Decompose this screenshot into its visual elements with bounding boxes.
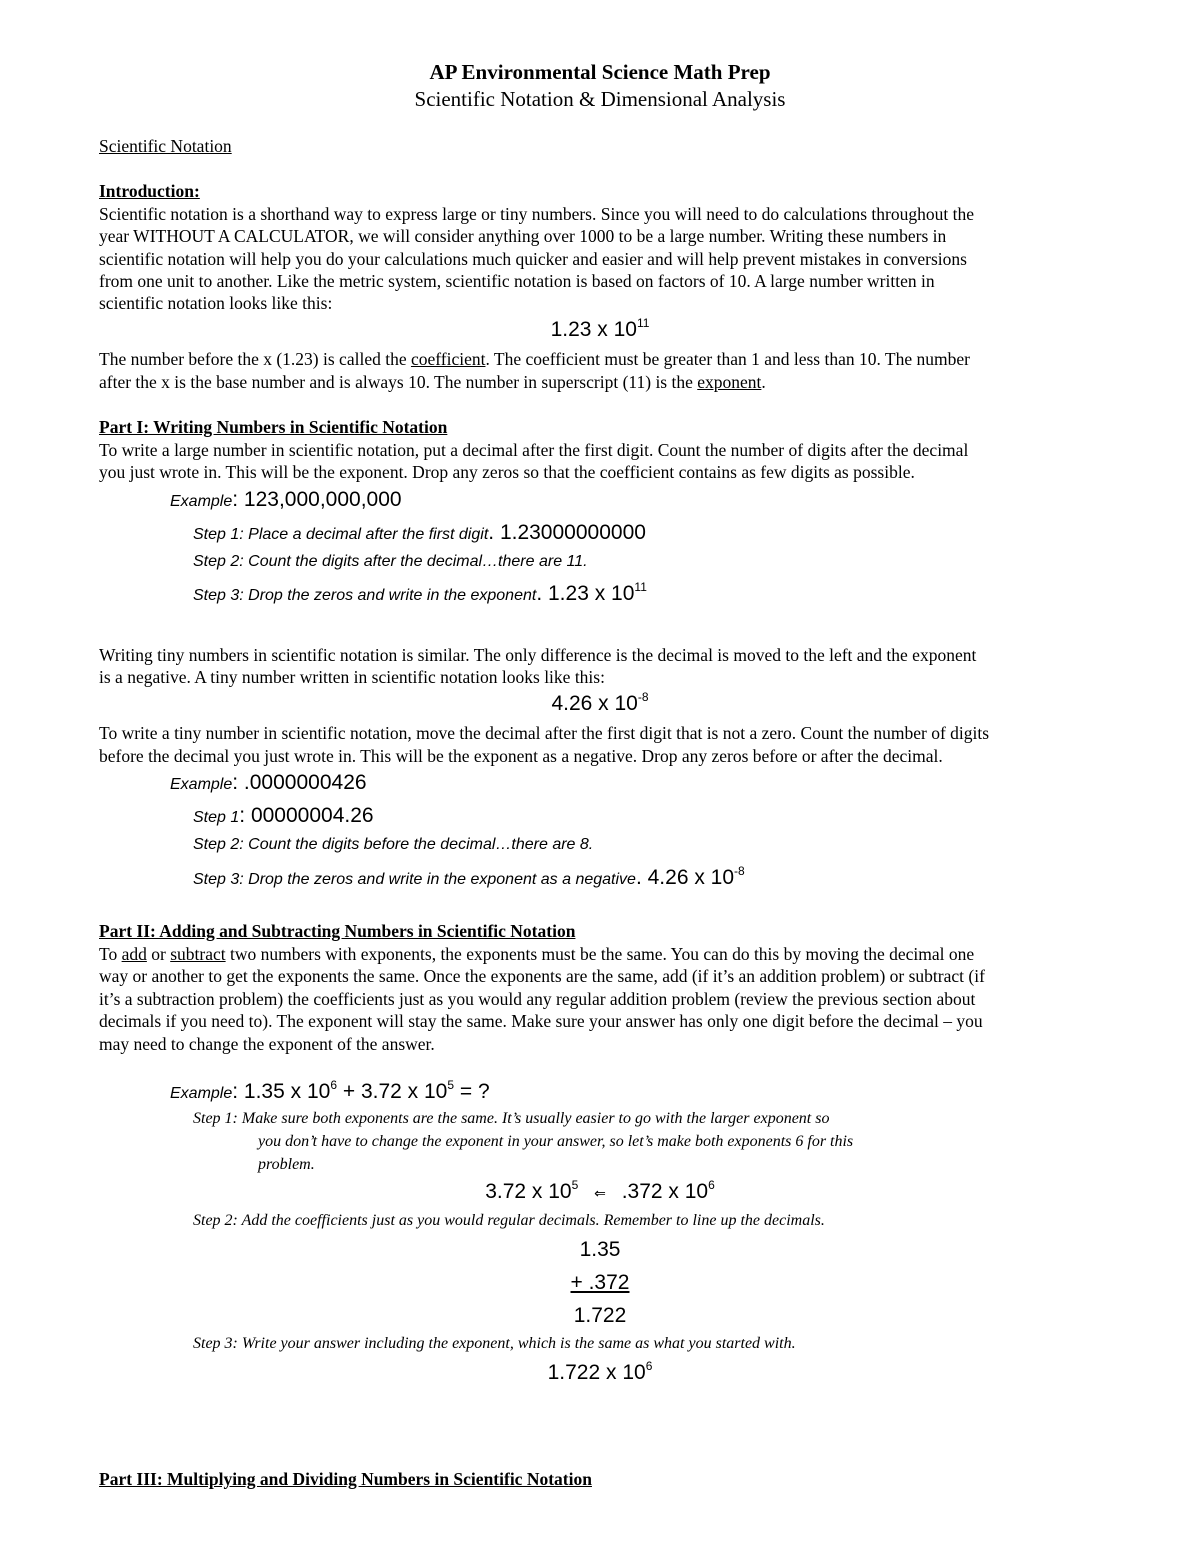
formula-exponent: 5 bbox=[447, 1078, 455, 1092]
tiny-step3: Step 3: Drop the zeros and write in the exponent as a negative. 4.26 x $10^{-8}$ bbox=[193, 864, 745, 889]
intro-line: scientific notation will help you do your calculations much quicker and easier and will help prevent mistakes in conversions bbox=[99, 249, 967, 269]
text-span: . bbox=[761, 372, 766, 392]
term-subtract: subtract bbox=[170, 944, 226, 964]
example-label: Example bbox=[170, 776, 233, 793]
term-exponent: exponent bbox=[697, 372, 762, 392]
tiny-example: Example: .0000000426 bbox=[170, 771, 367, 794]
section-title: Scientific Notation bbox=[99, 136, 232, 156]
formula-exponent: 11 bbox=[636, 316, 650, 330]
text-span: The number before the x (1.23) is called the bbox=[99, 349, 411, 369]
part2-step1-line: you don’t have to change the exponent in your answer, so let’s make both exponents 6 for this bbox=[258, 1133, 854, 1150]
intro-after-line bbox=[99, 371, 766, 394]
intro-after-line bbox=[99, 348, 970, 371]
part2-step1-line: Step 1: Make sure both exponents are the same. It’s usually easier to go with the larger exponent so bbox=[193, 1110, 830, 1127]
page-subtitle: Scientific Notation & Dimensional Analysis bbox=[414, 87, 786, 111]
formula-exponent: -8 bbox=[637, 690, 649, 704]
page-title: AP Environmental Science Math Prep bbox=[429, 60, 771, 84]
tiny-step2: Step 2: Count the digits before the decimal…there are 8. bbox=[193, 836, 594, 853]
part1-tiny-line: is a negative. A tiny number written in scientific notation looks like this: bbox=[99, 667, 605, 687]
part2-line: it’s a subtraction problem) the coefficients just as you would any regular addition problem (review the previous section about bbox=[99, 989, 976, 1009]
addition-result: 1.722 bbox=[573, 1304, 627, 1327]
formula-base: 4.26 x 10 bbox=[551, 692, 638, 715]
addition-top: 1.35 bbox=[579, 1238, 621, 1261]
text-span: . The coefficient must be greater than 1 and less than 10. The number bbox=[485, 349, 970, 369]
formula-exponent: 6 bbox=[708, 1178, 715, 1192]
part1-step2: Step 2: Count the digits after the decimal…there are 11. bbox=[193, 553, 588, 570]
part2-step2-line: Step 2: Add the coefficients just as you would regular decimals. Remember to line up the decimals. bbox=[193, 1212, 825, 1229]
term-coefficient: coefficient bbox=[410, 349, 486, 369]
part1-tiny-rule: To write a tiny number in scientific notation, move the decimal after the first digit that is not a zero. Count the number of digits bbox=[99, 723, 990, 743]
part1-tiny-line: Writing tiny numbers in scientific notation is similar. The only difference is the decimal is moved to the left and the exponent bbox=[99, 645, 977, 665]
formula-base: 1.23 x 10 bbox=[548, 582, 635, 605]
part2-line: decimals if you need to). The exponent will stay the same. Make sure your answer has only one digit before the decimal – you bbox=[99, 1011, 983, 1031]
formula-term: = ? bbox=[454, 1080, 490, 1103]
formula-exponent: -8 bbox=[734, 864, 745, 878]
step-value: 00000004.26 bbox=[250, 804, 374, 827]
example-value: 123,000,000,000 bbox=[243, 488, 402, 511]
part1-line: you just wrote in. This will be the exponent. Drop any zeros so that the coefficient contains as few digits as possible. bbox=[99, 462, 915, 482]
formula-term: 1.35 x 10 bbox=[243, 1080, 331, 1103]
part2-line: way or another to get the exponents the same. Once the exponents are the same, add (if it’s an addition problem) or subtract (if bbox=[99, 966, 985, 986]
text-span: two numbers with exponents, the exponents must be the same. You can do this by moving the decimal one bbox=[225, 944, 975, 964]
intro-line: scientific notation looks like this: bbox=[99, 293, 333, 313]
formula-base: 1.23 x 10 bbox=[550, 318, 637, 341]
addition-operand: + .372 bbox=[570, 1271, 630, 1294]
part1-step3: Step 3: Drop the zeros and write in the exponent. 1.23 x $10^{11}$ bbox=[193, 580, 647, 605]
step-label: Step 1: Place a decimal after the first digit bbox=[193, 526, 489, 543]
part1-line: To write a large number in scientific notation, put a decimal after the first digit. Count the number of digits after the decimal bbox=[99, 440, 969, 460]
text-span: after the x is the base number and is always 10. The number in superscript (11) is the bbox=[99, 372, 698, 392]
formula-exponent: 5 bbox=[571, 1178, 579, 1192]
part1-step1: Step 1: Place a decimal after the first digit. 1.23000000000 bbox=[193, 521, 646, 544]
formula-term: 3.72 x 10 bbox=[485, 1180, 572, 1203]
step-label: Step 1 bbox=[193, 809, 240, 826]
tiny-example-formula bbox=[0, 692, 1200, 716]
formula-exponent: 6 bbox=[330, 1078, 338, 1092]
example-label: Example bbox=[170, 493, 233, 510]
intro-line: from one unit to another. Like the metric system, scientific notation is based on factors of 10. A large number written in bbox=[99, 271, 935, 291]
part1-tiny-rule: before the decimal you just wrote in. This will be the exponent as a negative. Drop any zeros before or after the decimal. bbox=[99, 746, 943, 766]
part1-example: Example: 123,000,000,000 bbox=[170, 488, 402, 511]
part2-heading: Part II: Adding and Subtracting Numbers in Scientific Notation bbox=[99, 921, 576, 941]
part1-heading: Part I: Writing Numbers in Scientific Notation bbox=[99, 417, 448, 437]
part2-line: may need to change the exponent of the answer. bbox=[99, 1034, 435, 1054]
final-answer bbox=[0, 1361, 1200, 1385]
text-span: To bbox=[99, 944, 122, 964]
tiny-step1: Step 1: 00000004.26 bbox=[193, 804, 374, 827]
formula-base: 1.722 x 10 bbox=[547, 1361, 646, 1384]
part2-line bbox=[99, 943, 974, 966]
intro-line: Scientific notation is a shorthand way to express large or tiny numbers. Since you will need to do calculations throughout the bbox=[99, 204, 974, 224]
step-label: Step 3: Drop the zeros and write in the exponent bbox=[193, 587, 537, 604]
formula-exponent: 11 bbox=[634, 580, 647, 594]
part3-heading: Part III: Multiplying and Dividing Numbers in Scientific Notation bbox=[99, 1469, 592, 1489]
intro-line: year WITHOUT A CALCULATOR, we will consider anything over 1000 to be a large number. Writing these numbers in bbox=[99, 226, 947, 246]
formula-term: + 3.72 x 10 bbox=[337, 1080, 448, 1103]
text-span: or bbox=[146, 944, 171, 964]
term-add: add bbox=[121, 944, 147, 964]
formula-term: .372 x 10 bbox=[621, 1180, 709, 1203]
conversion-formula bbox=[0, 1180, 1200, 1204]
addition-middle bbox=[0, 1271, 1200, 1295]
formula-exponent: 6 bbox=[645, 1359, 653, 1373]
part2-step3-line: Step 3: Write your answer including the exponent, which is the same as what you started with. bbox=[193, 1335, 796, 1352]
intro-heading: Introduction: bbox=[99, 181, 200, 201]
formula-base: 4.26 x 10 bbox=[647, 866, 735, 889]
example-label: Example bbox=[170, 1085, 233, 1102]
part2-example: Example: 1.35 x $10^6 + 3.72$ x $10^5$ = ? bbox=[170, 1078, 490, 1103]
step-value: 1.23000000000 bbox=[499, 521, 646, 544]
part2-step1-line: problem. bbox=[258, 1156, 315, 1173]
example-value: .0000000426 bbox=[243, 771, 367, 794]
intro-example-formula bbox=[0, 318, 1200, 342]
left-arrow-icon: ⇐ bbox=[594, 1185, 606, 1201]
step-label: Step 3: Drop the zeros and write in the exponent as a negative bbox=[193, 871, 636, 888]
